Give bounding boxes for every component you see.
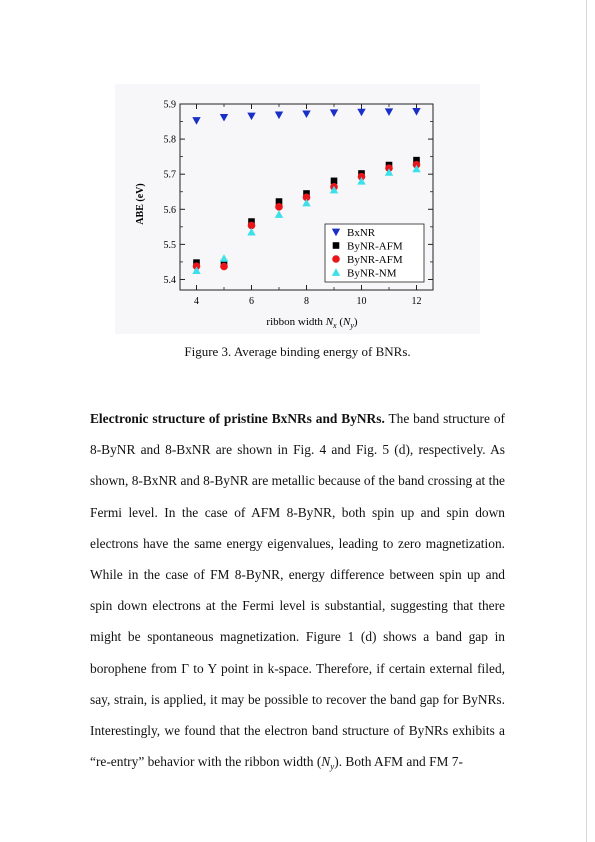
paragraph-text-2: to Y point in k-space. Therefore, if certain external filed, say, strain, is applied, it may be possible to recover the band gap for ByNRs. Interestingly, we found that the electron band structure of ByNRs exhibits a “re-entry” behavior with the ribbon width ( <box>90 660 505 770</box>
paragraph-text-1: The band structure of 8-ByNR and 8-BxNR are shown in Fig. 4 and Fig. 5 (d), respectively. As shown, 8-BxNR and 8-ByNR are metallic because of the band crossing at the Fermi level. In the case of AFM 8-ByNR, both spin up and spin down electrons have the same energy eigenvalues, leading to zero magnetization. While in the case of FM 8-ByNR, energy difference between spin up and spin down electrons at the Fermi level is substantial, suggesting that there might be spontaneous magnetization. Figure 1 (d) shows a band gap in borophene from <box>90 411 505 676</box>
paragraph-text-3: ). Both AFM and FM 7- <box>334 754 463 770</box>
x-tick-label: 8 <box>304 296 309 307</box>
x-axis-label-sub1: x <box>333 321 337 330</box>
chart-legend <box>325 224 424 282</box>
y-tick-label: 5.4 <box>163 274 176 286</box>
legend-marker <box>332 255 340 263</box>
legend-label: ByNR-NM <box>347 267 397 280</box>
data-point-triangle-down <box>412 108 420 116</box>
y-tick-label: 5.8 <box>163 134 176 146</box>
data-point-triangle-down <box>220 114 228 122</box>
y-tick-label: 5.9 <box>163 99 176 111</box>
page-edge <box>586 0 587 842</box>
y-tick-label: 5.5 <box>163 239 176 251</box>
x-axis-label <box>266 316 358 330</box>
data-point-triangle-down <box>330 109 338 117</box>
data-point-triangle-down <box>275 112 283 120</box>
data-point-triangle-down <box>192 117 200 125</box>
data-point-triangle-up <box>275 210 283 218</box>
data-point-triangle-down <box>385 108 393 116</box>
x-axis-label-prefix: ribbon width <box>266 316 326 328</box>
x-tick-label: 10 <box>356 296 367 307</box>
data-point-triangle-up <box>220 254 228 262</box>
data-point-triangle-down <box>247 113 255 121</box>
data-point-circle <box>220 263 228 271</box>
abe-chart <box>115 84 480 334</box>
data-point-triangle-up <box>302 199 310 207</box>
section-heading: Electronic structure of pristine BxNRs and ByNRs. <box>90 411 385 426</box>
data-point-circle <box>275 203 283 211</box>
data-point-triangle-down <box>357 109 365 117</box>
figure-3 <box>115 84 480 334</box>
data-point-triangle-up <box>247 228 255 236</box>
ny-variable: N <box>321 754 331 770</box>
y-axis-label: ABE (eV) <box>135 183 146 225</box>
x-axis-label-sub2: y <box>350 321 354 330</box>
x-axis-label-suffix: ) <box>353 316 358 328</box>
legend-marker <box>333 242 340 249</box>
y-tick-label: 5.7 <box>163 169 176 181</box>
x-tick-label: 6 <box>249 296 254 307</box>
ny-subscript: y <box>330 761 335 772</box>
data-point-triangle-down <box>302 110 310 118</box>
x-axis-label-mid: ( <box>336 316 344 328</box>
figure-caption: Figure 3. Average binding energy of BNRs. <box>184 344 411 359</box>
x-tick-label: 4 <box>194 296 199 307</box>
legend-label: BxNR <box>347 227 376 239</box>
legend-label: ByNR-AFM <box>347 240 403 253</box>
section-paragraph <box>90 403 505 783</box>
y-tick-label: 5.6 <box>163 204 176 216</box>
gamma-symbol: Γ <box>181 660 189 676</box>
x-tick-label: 12 <box>411 296 422 307</box>
legend-label: ByNR-AFM <box>347 254 403 266</box>
x-axis-label-var2: N <box>343 316 351 328</box>
x-axis-label-var1: N <box>325 316 334 328</box>
